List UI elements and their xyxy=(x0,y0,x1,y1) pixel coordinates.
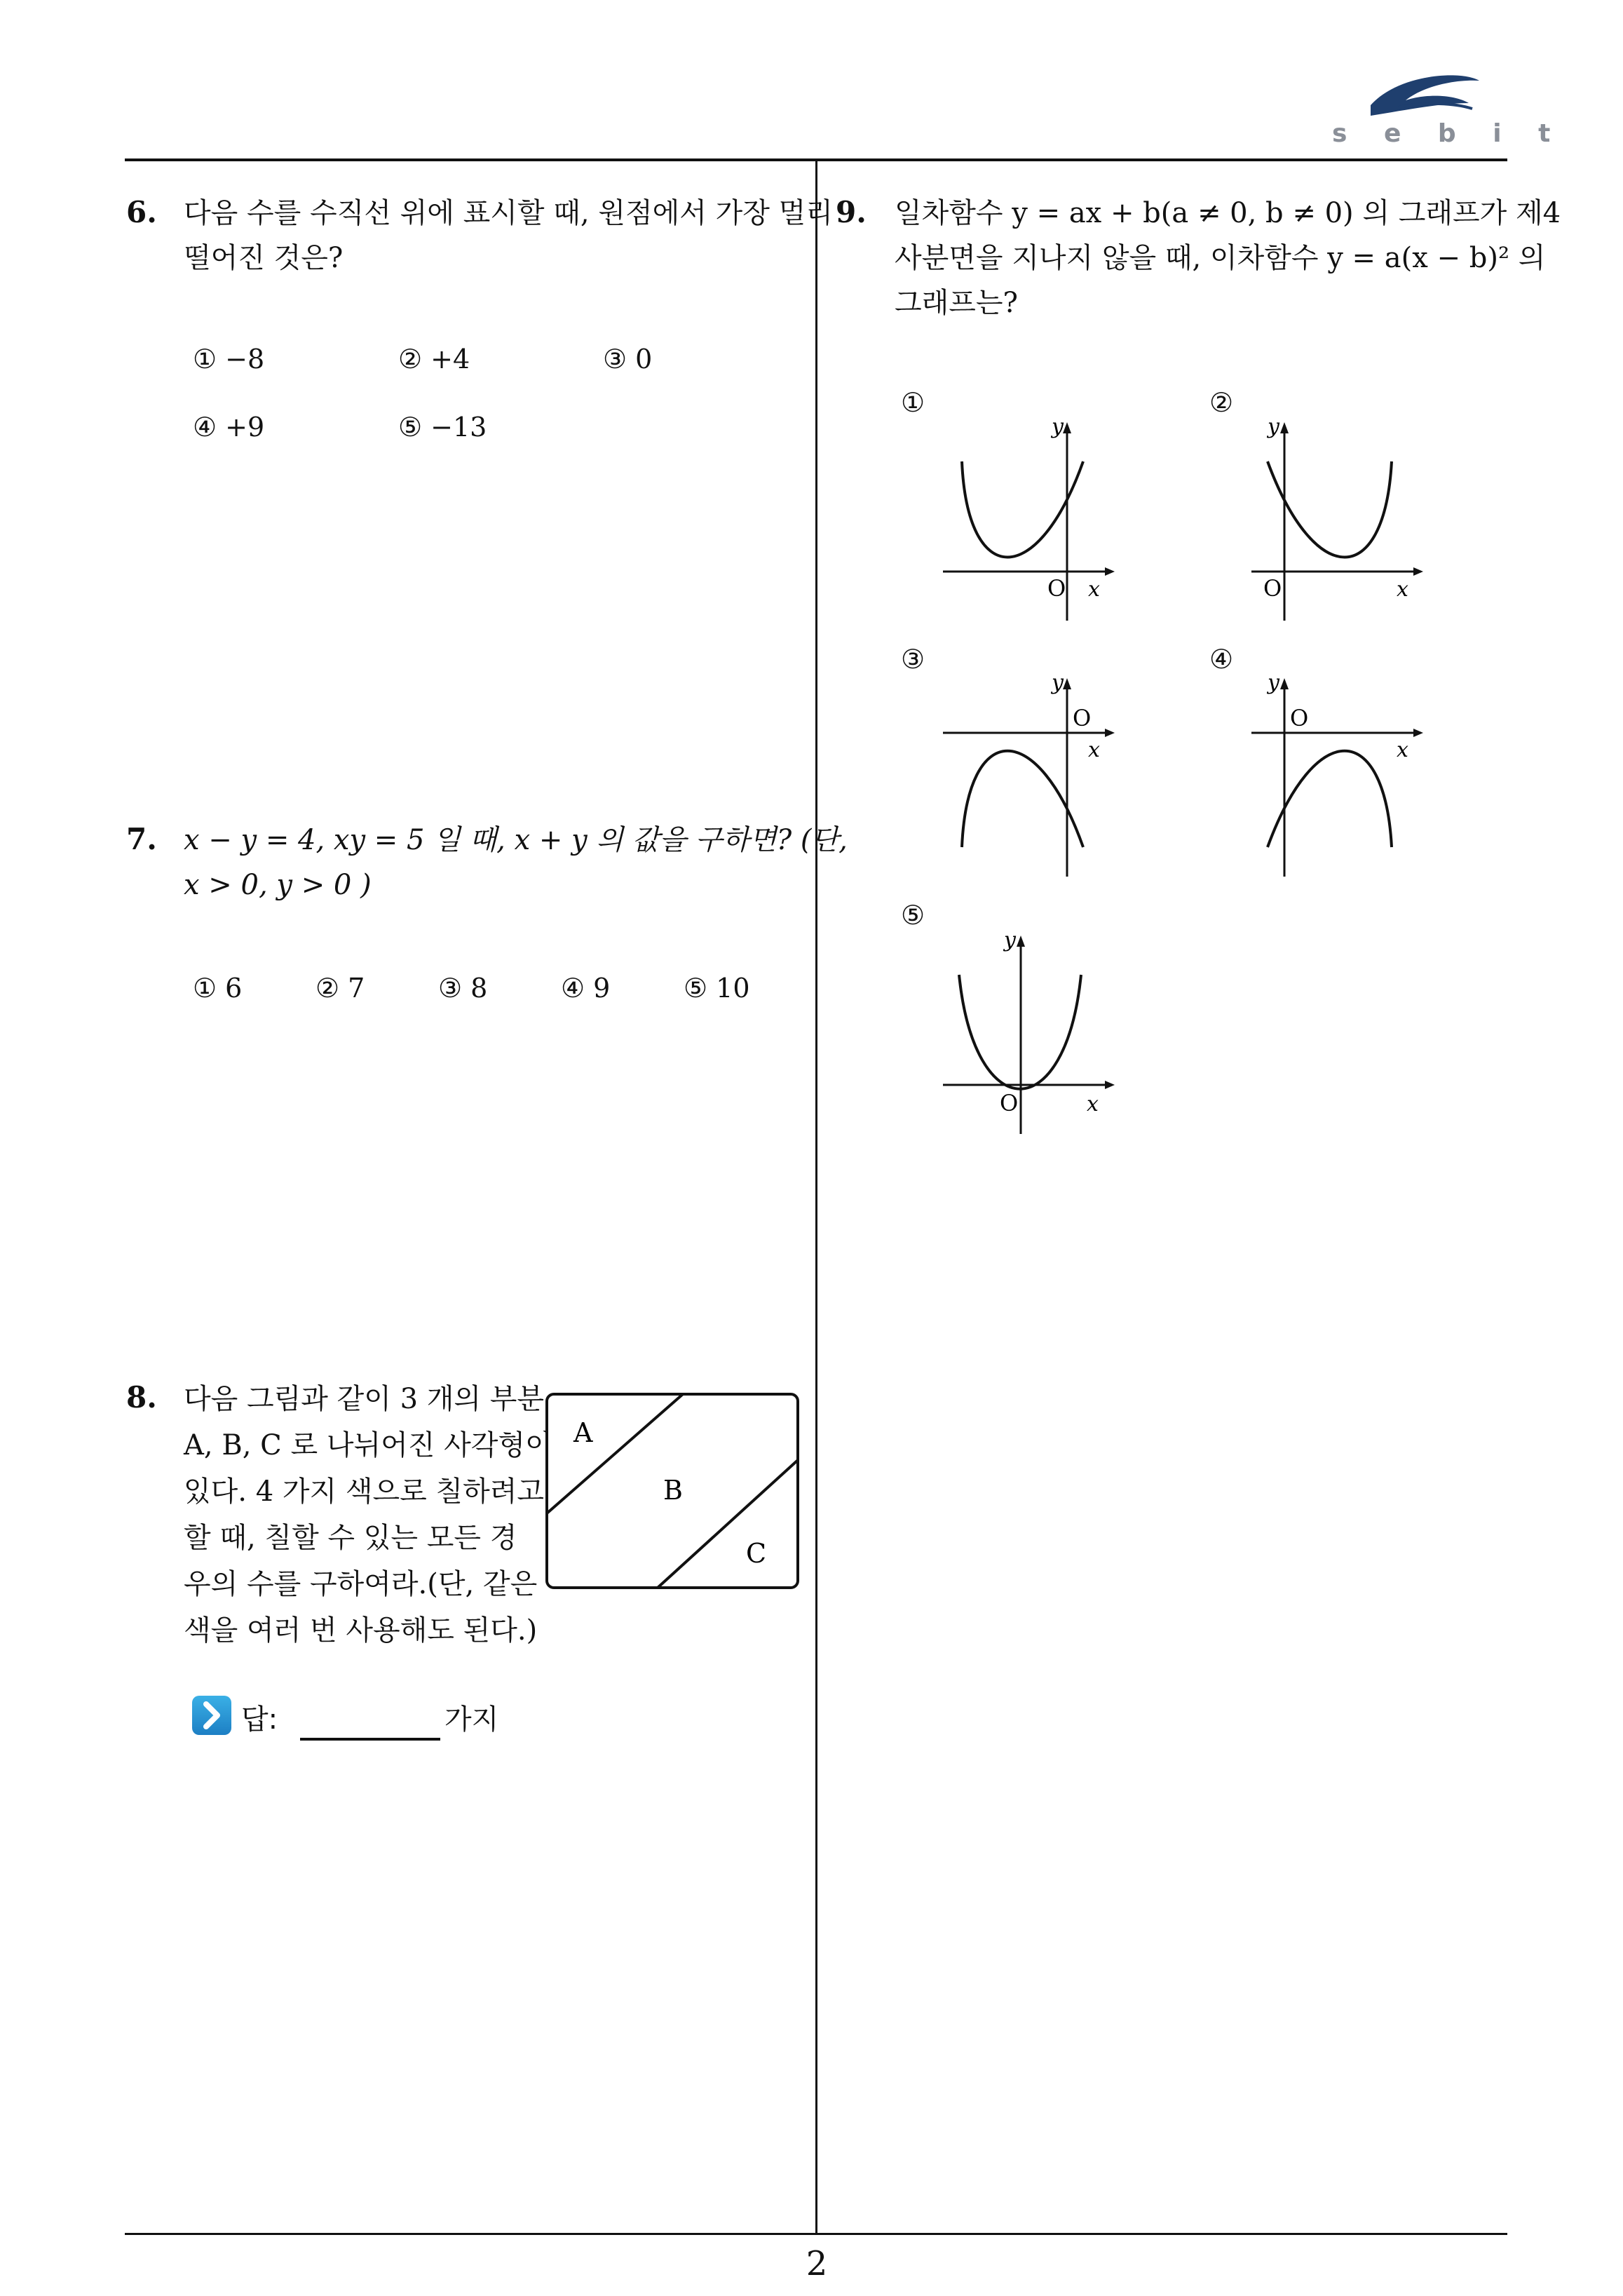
page-number: 2 xyxy=(806,2244,828,2283)
graph-3-y-label: y xyxy=(1052,670,1064,695)
question-8-line: A, B, C 로 나뉘어진 사각형이 xyxy=(184,1429,552,1461)
question-8-line: 우의 수를 구하여라.(단, 같은 xyxy=(184,1568,538,1600)
region-c-label: C xyxy=(746,1538,767,1569)
graph-3-x-label: x xyxy=(1088,738,1100,762)
question-6-text xyxy=(184,191,833,281)
graph-2-number[interactable]: ② xyxy=(1209,387,1234,418)
graph-4-o-label: O xyxy=(1290,705,1309,731)
graph-1-y-label: y xyxy=(1052,414,1064,439)
question-9-line: 사분면을 지나지 않을 때, 이차함수 y = a(x − b)² 의 xyxy=(895,242,1546,274)
graph-2-x-label: x xyxy=(1397,577,1408,602)
graph-5 xyxy=(939,927,1122,1137)
answer-unit: 가지 xyxy=(444,1703,499,1736)
q7-choice-3[interactable]: ③ 8 xyxy=(438,973,488,1004)
region-b-label: B xyxy=(663,1475,683,1506)
graph-4-number[interactable]: ④ xyxy=(1209,644,1234,675)
q6-choice-2[interactable]: ② +4 xyxy=(398,344,470,374)
question-9-line: 일차함수 y = ax + b(a ≠ 0, b ≠ 0) 의 그래프가 제4 xyxy=(895,197,1561,229)
graph-2-y-label: y xyxy=(1268,414,1279,439)
question-8-line: 다음 그림과 같이 3 개의 부분 xyxy=(184,1383,545,1415)
graph-2-o-label: O xyxy=(1263,575,1282,602)
question-6-line: 떨어진 것은? xyxy=(184,242,344,274)
question-7-number: 7. xyxy=(126,822,157,856)
region-a-label: A xyxy=(573,1417,593,1448)
q6-choice-3[interactable]: ③ 0 xyxy=(603,344,653,374)
graph-3-o-label: O xyxy=(1073,705,1092,731)
question-8-line: 할 때, 칠할 수 있는 모든 경 xyxy=(184,1522,517,1554)
q6-choice-5[interactable]: ⑤ −13 xyxy=(398,412,487,443)
graph-1 xyxy=(939,414,1122,624)
q6-choice-4[interactable]: ④ +9 xyxy=(193,412,265,443)
graph-3 xyxy=(939,670,1122,880)
question-8-text xyxy=(184,1376,552,1654)
graph-4-y-label: y xyxy=(1268,670,1279,695)
question-7-line: x > 0, y > 0 ) xyxy=(184,869,372,901)
q6-choice-1[interactable]: ① −8 xyxy=(193,344,265,374)
question-8-line: 있다. 4 가지 색으로 칠하려고 xyxy=(184,1475,545,1508)
q7-choice-1[interactable]: ① 6 xyxy=(193,973,243,1004)
question-9-line: 그래프는? xyxy=(895,287,1019,319)
graph-1-number[interactable]: ① xyxy=(901,387,925,418)
question-9-number: 9. xyxy=(836,195,867,229)
graph-1-x-label: x xyxy=(1088,577,1100,602)
graph-2 xyxy=(1248,414,1430,624)
q8-rectangle-figure xyxy=(545,1393,801,1591)
question-7-line: x − y = 4, xy = 5 일 때, x + y 의 값을 구하면? (단, xyxy=(184,824,848,856)
graph-1-o-label: O xyxy=(1047,575,1066,602)
question-7-text xyxy=(184,818,848,907)
logo-text: s e b i t xyxy=(1332,119,1565,148)
graph-5-y-label: y xyxy=(1004,928,1016,952)
question-6-line: 다음 수를 수직선 위에 표시할 때, 원점에서 가장 멀리 xyxy=(184,197,833,229)
q7-choice-4[interactable]: ④ 9 xyxy=(561,973,611,1004)
footer-rule xyxy=(125,2233,1507,2235)
q7-choice-2[interactable]: ② 7 xyxy=(315,973,365,1004)
graph-5-o-label: O xyxy=(1000,1090,1019,1116)
graph-4 xyxy=(1248,670,1430,880)
column-divider xyxy=(815,158,817,2234)
graph-3-number[interactable]: ③ xyxy=(901,644,925,675)
graph-5-x-label: x xyxy=(1087,1092,1099,1116)
answer-blank[interactable] xyxy=(300,1713,440,1741)
question-8-number: 8. xyxy=(126,1380,157,1414)
question-9-text xyxy=(895,191,1561,325)
graph-5-number[interactable]: ⑤ xyxy=(901,900,925,931)
graph-4-x-label: x xyxy=(1397,738,1408,762)
question-6-number: 6. xyxy=(126,195,157,229)
question-8-line: 색을 여러 번 사용해도 된다.) xyxy=(184,1614,538,1647)
q7-choice-5[interactable]: ⑤ 10 xyxy=(684,973,750,1004)
answer-arrow-icon xyxy=(192,1696,231,1735)
answer-label: 답: xyxy=(241,1703,278,1736)
